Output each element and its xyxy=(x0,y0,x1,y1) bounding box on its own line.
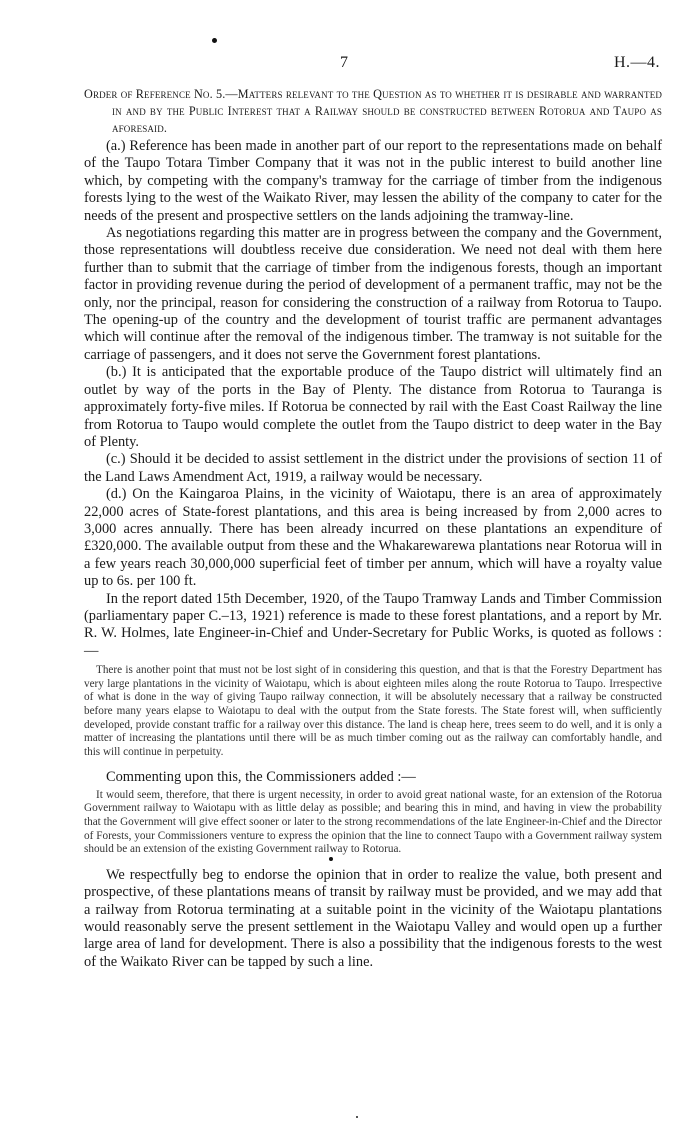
paragraph-b: (b.) It is anticipated that the exportable produce of the Taupo district will ultimately find an outlet by way of the ports in the Bay of Plenty. The distance from Rotorua to Tauranga is approximately forty-five miles. If Rotorua be connected by rail with the East Coast Railway the line from Rotorua to Taupo would complete the outlet from the Taupo district to deep water in the Bay of Plenty. xyxy=(84,364,662,450)
page-header xyxy=(84,54,660,74)
page-number: 7 xyxy=(340,54,348,71)
paragraph-report: In the report dated 15th December, 1920, of the Taupo Tramway Lands and Timber Commission (parliamentary paper C.–13, 1921) reference is made to these forest plantations, and a report by Mr. R. W. Holmes, late Engineer-in-Chief and Under-Secretary for Public Works, is quoted as follows :— xyxy=(84,590,662,659)
ink-speck xyxy=(356,1116,358,1118)
paragraph-a: (a.) Reference has been made in another part of our report to the representations made on behalf of the Taupo Totara Timber Company that it was not in the public interest to build another line which, by competing with the company's tramway for the carriage of timber from the indigenous forests lying to the west of the Waikato River, may lessen the ability of the company to cater for the needs of the present and prospective settlers on the lands adjoining the tramway-line. xyxy=(84,138,662,224)
paper-reference: H.—4. xyxy=(613,54,660,71)
section-heading: Order of Reference No. 5.—Matters relevant to the Question as to whether it is desirable and warranted in and by the Public Interest that a Railway should be constructed between Rotorua and Taupo as aforesaid. xyxy=(84,87,662,135)
paragraph-final: We respectfully beg to endorse the opinion that in order to realize the value, both present and prospective, of these plantations means of transit by railway must be provided, and we may add that a railway from Rotorua terminating at a suitable point in the vicinity of the Waiotapu plantations would reasonably serve the present settlement in the Waiotapu Valley and would open up a further large area of land for development. There is also a possibility that the indigenous forests to the west of the Waikato River can be tapped by such a line. xyxy=(84,866,662,970)
paragraph-d: (d.) On the Kaingaroa Plains, in the vicinity of Waiotapu, there is an area of approximately 22,000 acres of State-forest plantations, and this area is being increased by from 2,000 acres to 3,000 acres annually. There has been already incurred on these plantations an expenditure of £320,000. The available output from these and the Whakarewarewa plantations near Rotorua will in a few years reach 30,000,000 superficial feet of timber per annum, which will have a royalty value up to 6s. per 100 ft. xyxy=(84,486,662,590)
quotation-holmes: There is another point that must not be lost sight of in considering this question, and that is that the Forestry Department has very large plantations in the vicinity of Waiotapu, which is about eighteen miles along the route Rotorua to Taupo. Irrespective of what is done in the way of giving Taupo railway connection, it will be absolutely necessary that a railway be constructed before many years elapse to Waiotapu to deal with the output from the State forests. The State forest will, when sufficiently developed, provide constant traffic for a railway over this distance. The land is cheap here, trees seem to do well, and it is only a matter of increasing the plantations until there will be as much timber coming out as the railway can comfortably handle, and this will continue in perpetuity. xyxy=(84,664,662,758)
paragraph-commenting: Commenting upon this, the Commissioners added :— xyxy=(106,769,416,786)
paragraph-c: (c.) Should it be decided to assist settlement in the district under the provisions of section 11 of the Land Laws Amendment Act, 1919, a railway would be necessary. xyxy=(84,451,662,485)
paragraph-a-continued: As negotiations regarding this matter are in progress between the company and the Government, those representations will doubtless receive due consideration. We need not deal with them here further than to submit that the carriage of timber from the indigenous forests, though an important factor in providing revenue during the period of development of a permanent traffic, may not be the only, nor the principal, reason for considering the construction of a railway from Rotorua to Taupo. The opening-up of the country and the development of tourist traffic are permanent advantages which will continue after the removal of the indigenous timber. The tramway is not suitable for the carriage of passengers, and it does not serve the Government forest plantations. xyxy=(84,225,662,363)
ink-dot xyxy=(212,38,217,43)
ink-dot xyxy=(329,857,333,861)
quotation-commissioners: It would seem, therefore, that there is urgent necessity, in order to avoid great national waste, for an extension of the Rotorua Government railway to Waiotapu with as little delay as possible; and bearing this in mind, and having in view the probability that the Government will give effect sooner or later to the strong recommendations of the late Engineer-in-Chief and the Director of Forests, your Commissioners venture to express the opinion that the line to connect Taupo with a Government railway system should be an extension of the existing Government railway to Rotorua. xyxy=(84,788,662,856)
page-body xyxy=(84,86,662,971)
